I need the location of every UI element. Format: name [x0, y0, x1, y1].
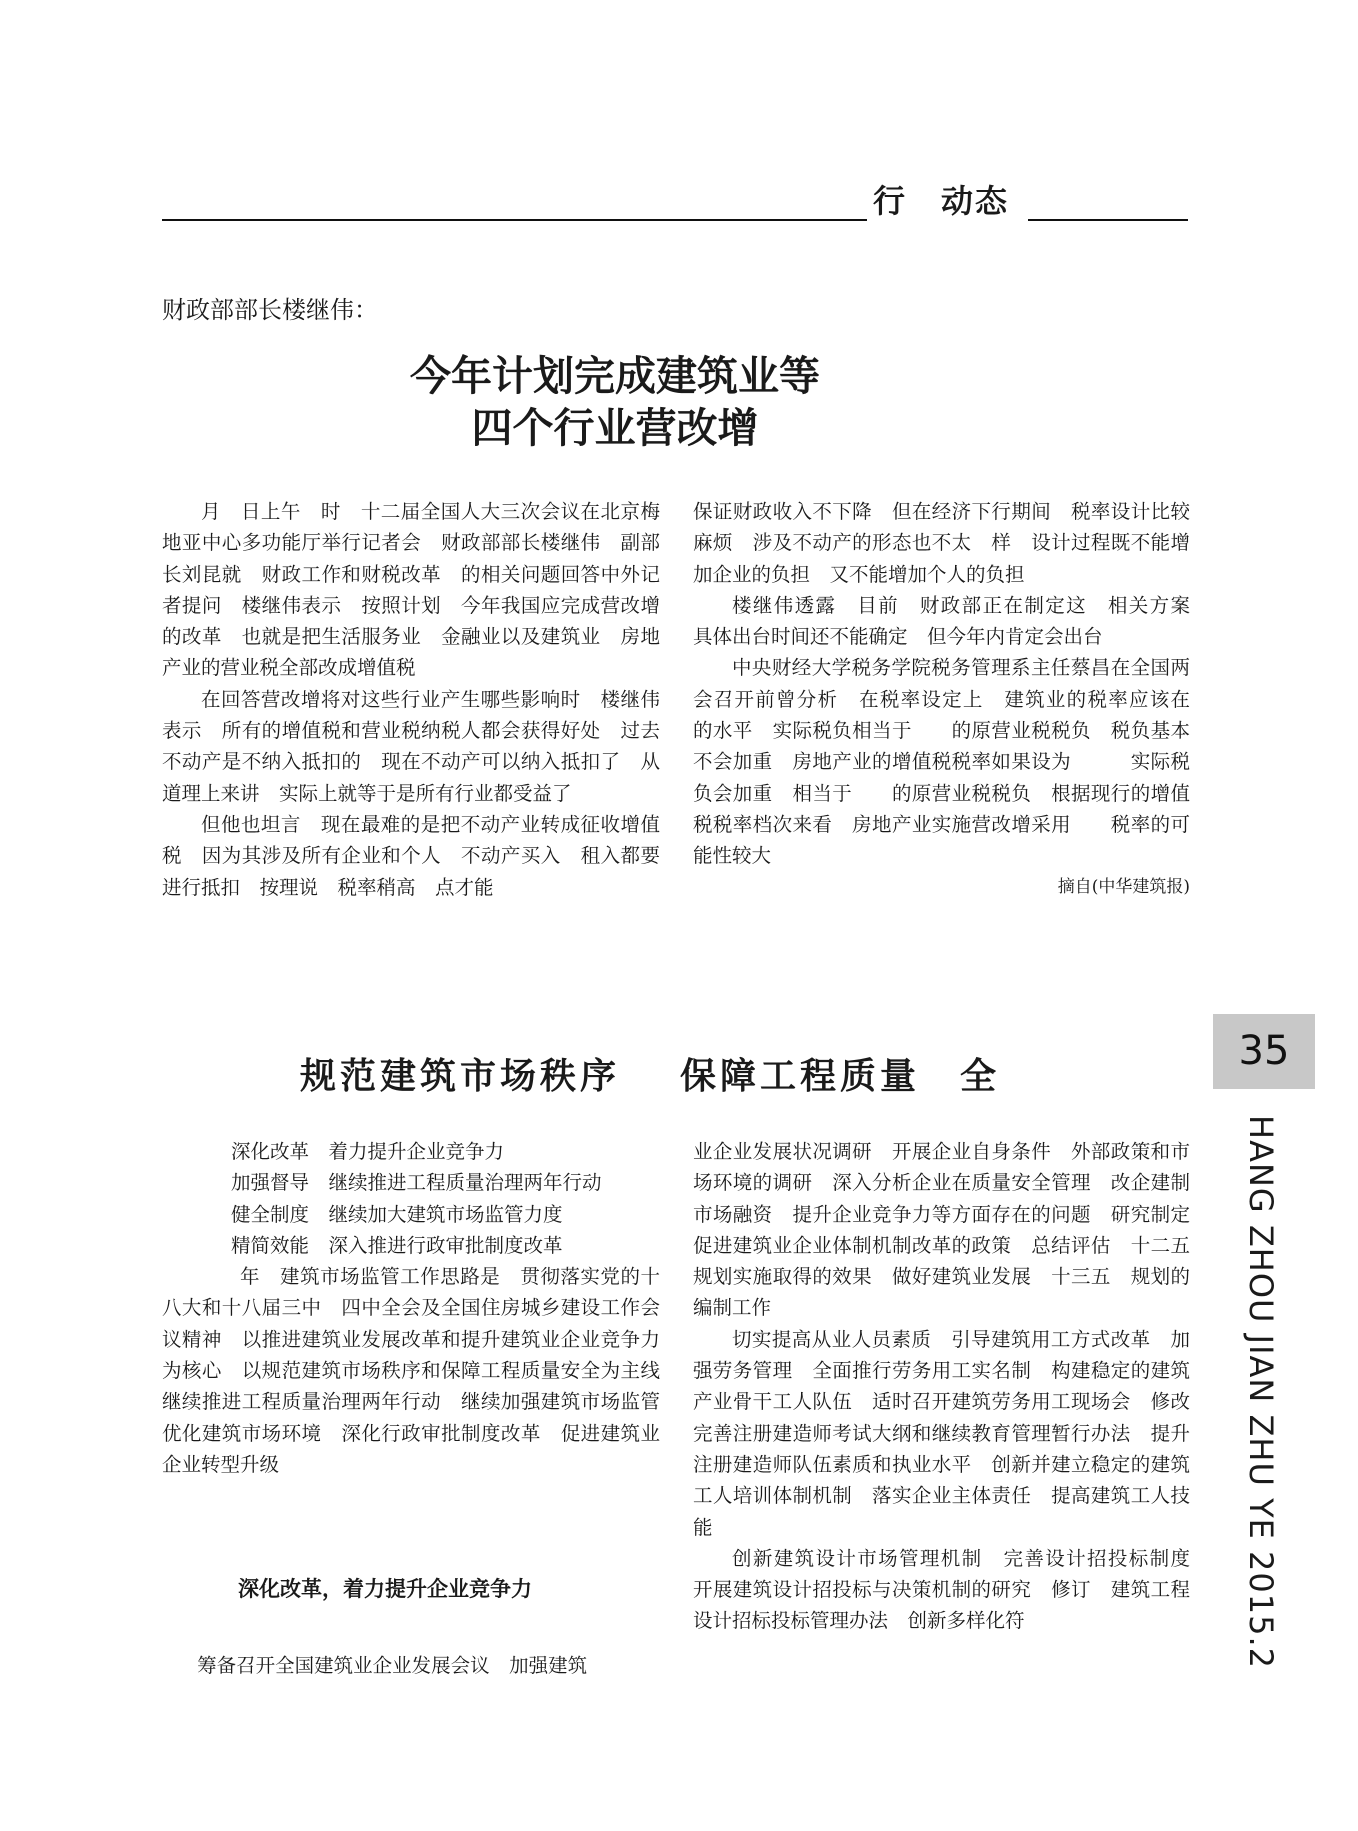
page-number: 35 — [1238, 1028, 1290, 1074]
article1-right-paragraph: 楼继伟透露 目前 财政部正在制定这 相关方案 具体出台时间还不能确定 但今年内肯定会出台 — [693, 593, 1210, 649]
article1-title-line1: 今年计划完成建筑业等 — [410, 352, 820, 400]
header-rule-left — [162, 219, 867, 221]
article1-right-paragraph: 中央财经大学税务学院税务管理系主任蔡昌在全国两会召开前曾分析 在税率设定上 建筑业的税率应该在 的水平 实际税负相当于 的原营业税税负 税负基本不会加重 房地产业的增值税税率如果设为 实际税负会加重 相当于 的原营业税税负 根据现行的增值税税率档次来看 房地产业实施营改增采用 税率的可能性较大 — [693, 656, 1230, 868]
article1-left-column — [162, 496, 660, 903]
article2-title-right: 保障工程质量 全 — [680, 1055, 1001, 1097]
article2-left-bottom — [162, 1650, 660, 1681]
article1-left-paragraph: 月 日上午 时 十二届全国人大三次会议在北京梅地亚中心多功能厅举行记者会 财政部部长楼继伟 副部长刘昆就 财政工作和财税改革 的相关问题回答中外记者提问 楼继伟表示 按照计划 今年我国应完成营改增的改革 也就是把生活服务业 金融业以及建筑业 房地产业的营业税全部改成增值税 — [162, 500, 660, 680]
article2-right-column — [693, 1136, 1210, 1637]
article1-kicker: 财政部部长楼继伟： — [162, 296, 378, 324]
article2-right-paragraph: 创新建筑设计市场管理机制 完善设计招投标制度 开展建筑设计招投标与决策机制的研究 修订 建筑工程设计招标投标管理办法 创新多样化符 — [693, 1546, 1210, 1633]
header-rule-right — [1028, 219, 1188, 221]
article2-list-item: 精简效能 深入推进行政审批制度改革 — [231, 1233, 563, 1257]
article2-right-paragraph: 业企业发展状况调研 开展企业自身条件 外部政策和市场环境的调研 深入分析企业在质量安全管理 改企建制 市场融资 提升企业竞争力等方面存在的问题 研究制定促进建筑业企业体制机制改革的政策 总结评估 十二五 规划实施取得的效果 做好建筑业发展 十三五 规划的编制工作 — [693, 1140, 1210, 1320]
article2-list-item: 健全制度 继续加大建筑市场监管力度 — [231, 1202, 563, 1226]
article2-right-paragraph: 切实提高从业人员素质 引导建筑用工方式改革 加强劳务管理 全面推行劳务用工实名制 构建稳定的建筑产业骨干工人队伍 适时召开建筑劳务用工现场会 修改完善注册建造师考试大纲和继续教育管理暂行办法 提升注册建造师队伍素质和执业水平 创新并建立稳定的建筑工人培训体制机制 落实企业主体责任 提高建筑工人技能 — [693, 1327, 1190, 1539]
article1-title-line2: 四个行业营改增 — [471, 404, 759, 452]
article1-right-paragraph: 保证财政收入不下降 但在经济下行期间 税率设计比较麻烦 涉及不动产的形态也不太 样 设计过程既不能增加企业的负担 又不能增加个人的负担 — [693, 500, 1190, 586]
article1-left-paragraph: 在回答营改增将对这些行业产生哪些影响时 楼继伟表示 所有的增值税和营业税纳税人都会获得好处 过去不动产是不纳入抵扣的 现在不动产可以纳入抵扣了 从道理上来讲 实际上就等于是所有行业都受益了 — [162, 687, 660, 805]
article2-title-left: 规范建筑市场秩序 — [300, 1055, 621, 1097]
article2-list-item: 加强督导 继续推进工程质量治理两年行动 — [231, 1171, 602, 1195]
article1-source: 摘自(中华建筑报) — [1057, 876, 1190, 897]
article1-right-column — [693, 496, 1230, 903]
article2-left-bottom-text: 筹备召开全国建筑业企业发展会议 加强建筑 — [197, 1654, 588, 1677]
journal-name-vertical: HANG ZHOU JIAN ZHU YE 2015.2 — [1242, 1115, 1280, 1669]
article2-left-paragraph: 年 建筑市场监管工作思路是 贯彻落实党的十八大和十八届三中 四中全会及全国住房城乡建设工作会议精神 以推进建筑业发展改革和提升建筑业企业竞争力为核心 以规范建筑市场秩序和保障工程质量安全为主线 继续推进工程质量治理两年行动 继续加强建筑市场监管 优化建筑市场环境 深化行政审批制度改革 促进建筑业企业转型升级 — [162, 1265, 680, 1476]
article2-list-item: 深化改革 着力提升企业竞争力 — [231, 1140, 505, 1163]
section-title: 行 动态 — [873, 182, 1010, 220]
article2-subheading: 深化改革，着力提升企业竞争力 — [238, 1577, 532, 1601]
article2-left-column — [162, 1136, 680, 1480]
article1-left-paragraph: 但他也坦言 现在最难的是把不动产业转成征收增值税 因为其涉及所有企业和个人 不动产买入 租入都要进行抵扣 按理说 税率稍高 点才能 — [162, 812, 660, 899]
